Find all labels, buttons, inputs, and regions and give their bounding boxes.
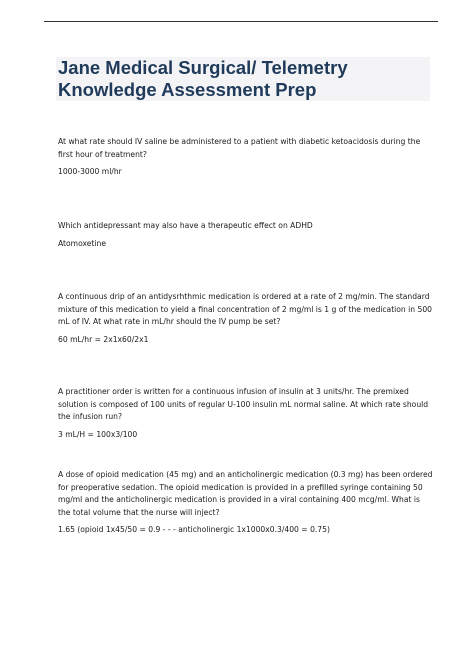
top-divider [44,21,438,22]
qa-item-3 [58,291,434,346]
question-text: At what rate should IV saline be administered to a patient with diabetic ketoacidosis during the first hour of treatment? [58,137,421,159]
qa-item-1 [58,136,434,179]
question-text: A continuous drip of an antidysrhthmic medication is ordered at a rate of 2 mg/min. The standard mixture of this medication to yield a final concentration of 2 mg/ml is 1 g of the medication in 500 mL of IV. At what rate in mL/hr should the IV pump be set? [58,292,432,327]
qa-item-4 [58,386,434,441]
answer-text: 1000-3000 ml/hr [58,167,122,177]
answer-text: 60 mL/hr = 2x1x60/2x1 [58,334,149,344]
page-title: Jane Medical Surgical/ Telemetry Knowledge Assessment Prep [58,57,348,100]
question-text: Which antidepressant may also have a therapeutic effect on ADHD [58,221,313,230]
answer-text: 1.65 (opioid 1x45/50 = 0.9 - - - anticholinergic 1x1000x0.3/400 = 0.75) [58,525,330,535]
qa-item-5 [58,469,434,537]
answer-text: 3 mL/H = 100x3/100 [58,429,138,439]
question-text: A practitioner order is written for a continuous infusion of insulin at 3 units/hr. The premixed solution is composed of 100 units of regular U-100 insulin mL normal saline. At which rate should the infusion run? [58,387,429,422]
answer-text: Atomoxetine [58,238,106,248]
qa-item-2 [58,220,434,250]
question-text: A dose of opioid medication (45 mg) and an anticholinergic medication (0.3 mg) has been ordered for preoperative sedation. The opioid medication is provided in a prefilled syringe containing 50 mg/ml and the anticholinergic medication is provided in a viral containing 400 mcg/ml. What is the total volume that the nurse will inject? [58,470,433,517]
